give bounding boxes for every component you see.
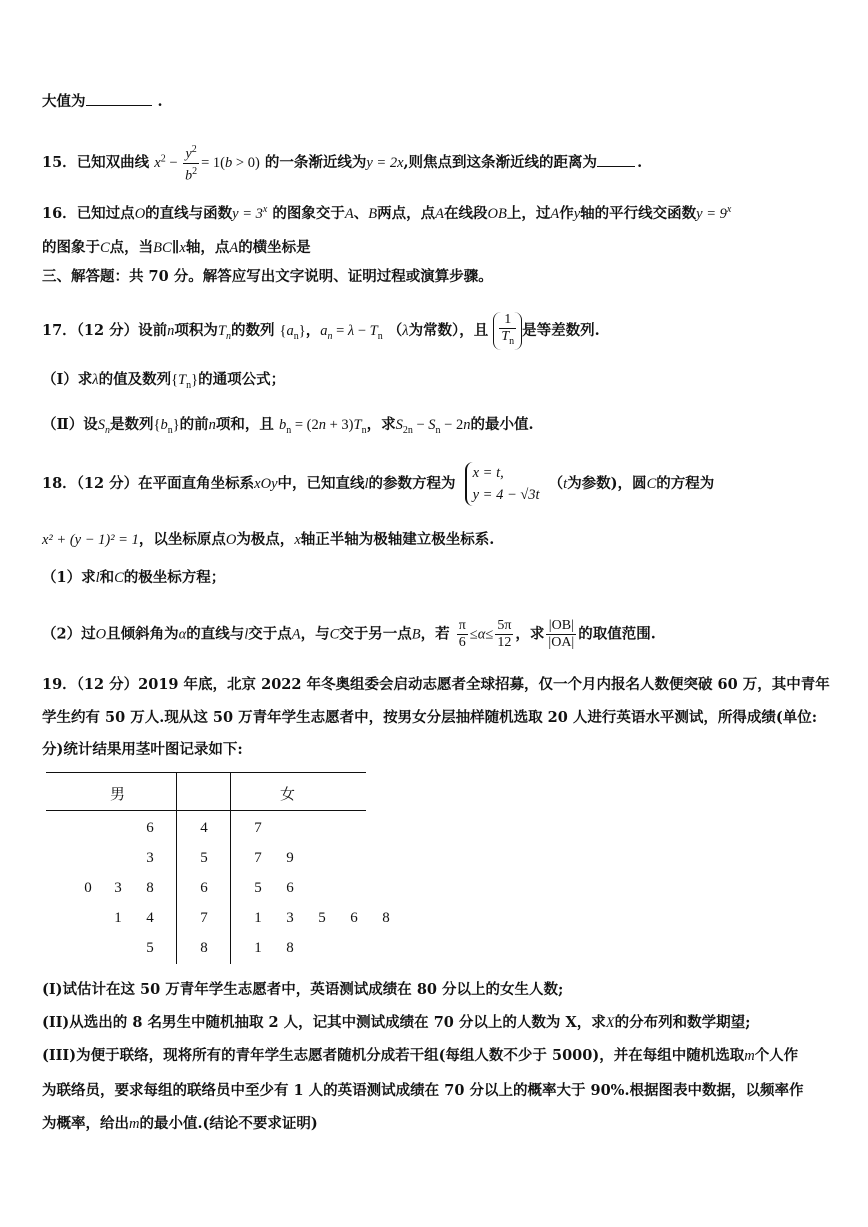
female-leaf: 7 (254, 850, 262, 866)
question-17: 17．（12 分）设前n项积为$T_n$的数列 $\{a_n\}$，$a_n = \lambda - T_n$ （λ为常数），且 $\frac{1}{T_n}$ 是等差数列. (42, 312, 600, 350)
question-18-part-2: （2）过O且倾斜角为α的直线与l交于点A，与C交于另一点B，若 $\frac{\pi}{6}$ ≤α≤ $\frac{5\pi}{12}$ ，求 $\frac{|OB|}{|OA|}$ 的取值范围. (42, 618, 656, 650)
table-header-rule (46, 810, 366, 811)
question-16: 16．已知过点O的直线与函数$y = 3^x$ 的图象交于A、B两点，点A在线段OB上，过A作y轴的平行线交函数$y = 9^x$ (42, 204, 732, 222)
question-18-part-1: （1）求l和C的极坐标方程； (42, 569, 226, 586)
male-leaf: 8 (146, 880, 154, 896)
stem-value: 8 (200, 940, 208, 956)
stem-value: 6 (200, 880, 208, 896)
male-leaf: 3 (114, 880, 122, 896)
question-19-part-3: (III)为便于联络，现将所有的青年学生志愿者随机分成若干组(每组人数不少于 5000)，并在每组中随机选取m个人作 (42, 1047, 799, 1064)
female-leaf: 5 (254, 880, 262, 896)
table-divider-right (230, 772, 231, 964)
question-19-part-2: (II)从选出的 8 名男生中随机抽取 2 人，记其中测试成绩在 70 分以上的人数为 X，求X的分布列和数学期望; (42, 1014, 751, 1031)
stem-value: 5 (200, 850, 208, 866)
stem-value: 7 (200, 910, 208, 926)
question-15: 15．已知双曲线 $x^2$ − $\frac{y^2}{b^2}$ = 1(b > 0) 的一条渐近线为y = 2x,则焦点到这条渐近线的距离为 . (42, 144, 643, 184)
female-leaf: 6 (286, 880, 294, 896)
question-18: 18．（12 分）在平面直角坐标系xOy中，已知直线l的参数方程为 x = t, y = 4 − √3t （t为参数)，圆C的方程为 (42, 462, 714, 506)
female-leaf: 1 (254, 940, 262, 956)
female-leaf: 6 (350, 910, 358, 926)
question-19-line-3: 分)统计结果用茎叶图记录如下: (42, 741, 243, 758)
question-19-part-3-cont: 为联络员，要求每组的联络员中至少有 1 人的英语测试成绩在 70 分以上的概率大于 90%.根据图表中数据，以频率作 (42, 1082, 804, 1099)
female-leaf: 9 (286, 850, 294, 866)
stem-leaf-plot (46, 772, 390, 964)
question-17-part-1: （Ⅰ）求λ的值及数列$\{T_n\}$的通项公式； (42, 371, 286, 391)
male-leaf: 1 (114, 910, 122, 926)
female-leaf: 3 (286, 910, 294, 926)
table-divider-left (176, 772, 177, 964)
female-leaf: 8 (286, 940, 294, 956)
table-top-rule (46, 772, 366, 773)
female-leaf: 5 (318, 910, 326, 926)
male-header: 男 (110, 785, 126, 803)
question-19-part-3-end: 为概率，给出m的最小值.(结论不要求证明) (42, 1115, 318, 1132)
male-leaf: 3 (146, 850, 154, 866)
stem-value: 4 (200, 820, 208, 836)
male-leaf: 5 (146, 940, 154, 956)
question-18-circle: x² + (y − 1)² = 1，以坐标原点O为极点，x轴正半轴为极轴建立极坐标系. (42, 531, 495, 548)
male-leaf: 4 (146, 910, 154, 926)
question-19-part-1: (I)试估计在这 50 万青年学生志愿者中，英语测试成绩在 80 分以上的女生人数; (42, 981, 564, 998)
male-leaf: 6 (146, 820, 154, 836)
q14-tail: 大值为 . (42, 93, 163, 110)
question-17-part-2: （Ⅱ）设$S_n$是数列$\{b_n\}$的前n项和，且 $b_n = (2n + 3)T_n$，求$S_{2n} - S_n - 2n$的最小值. (42, 416, 534, 436)
male-leaf: 0 (84, 880, 92, 896)
female-leaf: 1 (254, 910, 262, 926)
section-3-heading: 三、解答题：共 70 分。解答应写出文字说明、证明过程或演算步骤。 (42, 268, 493, 285)
female-header: 女 (280, 785, 296, 803)
question-16-cont: 的图象于C点，当BC∥x轴，点A的横坐标是 (42, 239, 311, 256)
question-19-line-2: 学生约有 50 万人.现从这 50 万青年学生志愿者中，按男女分层抽样随机选取 20 人进行英语水平测试，所得成绩(单位: (42, 709, 818, 726)
female-leaf: 8 (382, 910, 390, 926)
female-leaf: 7 (254, 820, 262, 836)
question-19-line-1: 19．（12 分）2019 年底，北京 2022 年冬奥组委会启动志愿者全球招募，仅一个月内报名人数便突破 60 万，其中青年 (42, 676, 830, 693)
